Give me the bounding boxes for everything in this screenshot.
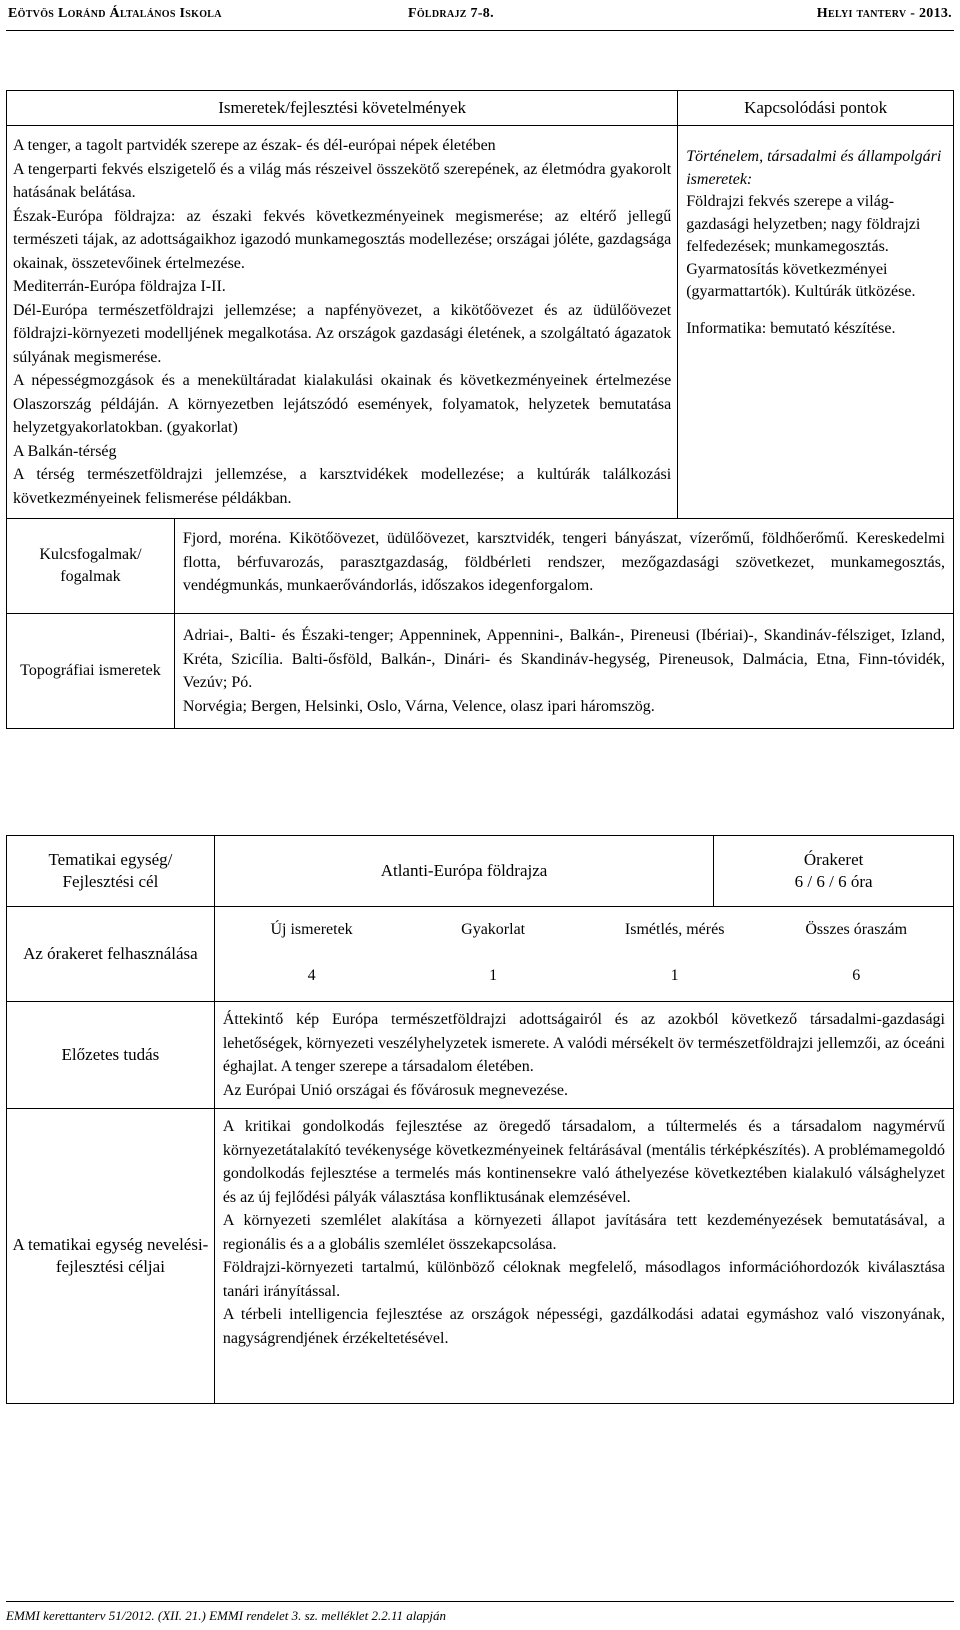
hours-label: Órakeret bbox=[803, 850, 864, 869]
unit-table bbox=[6, 835, 954, 1404]
req-line: Mediterrán-Európa földrajza I-II. bbox=[13, 278, 226, 295]
usage-values bbox=[215, 953, 953, 999]
row-label-concepts: Kulcsfogalmak/ fogalmak bbox=[7, 519, 175, 614]
req-line: A tenger, a tagolt partvidék szerepe az észak- és dél-európai népek életében bbox=[13, 137, 496, 154]
label-usage: Az órakeret felhasználása bbox=[7, 907, 215, 1002]
unit-title: Atlanti-Európa földrajza bbox=[214, 836, 713, 907]
topo-text: Norvégia; Bergen, Helsinki, Oslo, Várna, Velence, olasz ipari háromszög. bbox=[182, 697, 655, 715]
subject-title: Földrajz 7-8. bbox=[408, 6, 494, 21]
label-prior: Előzetes tudás bbox=[7, 1002, 215, 1109]
page-header bbox=[6, 0, 954, 31]
goal-text: Földrajzi-környezeti tartalmú, különböző céloknak megfelelő, másodlagos információhordozók kiválasztása tanári irányítással. bbox=[222, 1259, 945, 1300]
page-footer: EMMI kerettanterv 51/2012. (XII. 21.) EMMI rendelet 3. sz. melléklet 2.2.11 alapján bbox=[6, 1601, 954, 1624]
prior-text: Az Európai Unió országai és fővárosuk megnevezése. bbox=[222, 1081, 569, 1099]
label-unit: Tematikai egység/ Fejlesztési cél bbox=[7, 836, 215, 907]
usage-col: Új ismeretek bbox=[270, 921, 353, 938]
school-name: Eötvös Loránd Általános Iskola bbox=[8, 6, 222, 21]
prior-knowledge bbox=[214, 1002, 953, 1109]
hours-cell bbox=[714, 836, 954, 907]
req-line: Dél-Európa természetföldrajzi jellemzése; a napfényövezet, a kikötőövezet és az üdülőövezet földrajzi-környezeti modelljének megalkotása. Az országok gazdasági életének, a szolgáltató ágazatok súlyának megismerése. bbox=[13, 301, 672, 366]
prior-text: Áttekintő kép Európa természetföldrajzi adottságairól és az azokból következő társadalmi-gazdasági lehetőségek, környezeti veszélyhelyzetek ismerete. A valódi mérsékelt öv természetföldrajzi jellemzői, az óceáni éghajlat. A tenger szerepe a társadalom életében. bbox=[222, 1011, 945, 1075]
conn-text: Gyarmatosítás következményei (gyarmattartók). Kultúrák ütközése. bbox=[686, 260, 916, 300]
req-line: A népességmozgások és a menekültáradat kialakulási okainak és következményeinek értelmezése Olaszország példáján. A környezetben lejátszódó események, folyamatok, helyzetek bemutatása helyzetgyakorlatokban. (gyakorlat) bbox=[13, 372, 672, 436]
req-line: Észak-Európa földrajza: az északi fekvés következményeinek megismerése; az eltérő jellegű természeti tájak, az adottságaikhoz igazodó munkamegosztás modellezése; országai jóléte, gazdagsága okainak, összetevőinek értelmezése. bbox=[13, 207, 672, 272]
goal-text: A térbeli intelligencia fejlesztése az országok népességi, gazdálkodási adatai egymáshoz való viszonyának, nagyságrendjének érzékeltetésével. bbox=[222, 1306, 945, 1347]
usage-val: 6 bbox=[852, 967, 861, 984]
usage-val: 1 bbox=[670, 967, 679, 984]
row-text-concepts: Fjord, moréna. Kikötőövezet, üdülőövezet, karsztvidék, tengeri bányászat, vízerőmű, földhőerőmű. Kereskedelmi flotta, bérfuvarozás, parasztgazdaság, földbérleti rendszer, mezőgazdasági szövetkezet, munkamegosztás, vendégmunkás, munkaerővándorlás, időszakos idegenforgalom. bbox=[174, 519, 953, 614]
conn-text: Földrajzi fekvés szerepe a világ-gazdasági helyzetben; nagy földrajzi felfedezések; munkamegosztás. bbox=[686, 193, 921, 255]
usage-col: Ismétlés, mérés bbox=[624, 921, 725, 938]
usage-val: 4 bbox=[307, 967, 316, 984]
requirements-table bbox=[6, 90, 954, 729]
label-goals: A tematikai egység nevelési-fejlesztési céljai bbox=[7, 1109, 215, 1404]
goals-body bbox=[214, 1109, 953, 1404]
row-label-topography: Topográfiai ismeretek bbox=[7, 614, 175, 729]
usage-col: Gyakorlat bbox=[461, 921, 526, 938]
col-head-requirements: Ismeretek/fejlesztési követelmények bbox=[7, 91, 678, 126]
topo-text: Adriai-, Balti- és Északi-tenger; Appenninek, Appennini-, Balkán-, Pireneusi (Ibériai)-, Skandináv-félsziget, Izland, Kréta, Szicília. Balti-ősföld, Balkán-, Dinári- és Skandináv-hegység, Pireneusok, Dalmácia, Etna, Finn-tóvidék, Vezúv; Pó. bbox=[182, 627, 945, 691]
requirements-body bbox=[7, 126, 678, 519]
req-line: A térség természetföldrajzi jellemzése, a karsztvidékek modellezése; a kultúrák találkozási következményeinek felismerése példákban. bbox=[13, 466, 672, 507]
conn-text: Informatika: bemutató készítése. bbox=[686, 319, 896, 337]
usage-col: Összes óraszám bbox=[805, 921, 908, 938]
goal-text: A kritikai gondolkodás fejlesztése az öregedő társadalom, a túltermelés és a társadalom nagymérvű környezetátalakító tevékenysége következményeinek feltárásával (mentális térképkészítés). A problémamegoldó gondolkodás fejlesztése a termelés más kontinensekre való áthelyezése következtében kialakuló válsághelyzet és az új fejlődési pályák választása konfliktusának elemzésével. bbox=[222, 1118, 945, 1206]
col-head-connections: Kapcsolódási pontok bbox=[678, 91, 954, 126]
document-title: Helyi tanterv - 2013. bbox=[816, 6, 952, 21]
req-line: A Balkán-térség bbox=[13, 442, 117, 460]
req-line: A tengerparti fekvés elszigetelő és a világ más részeivel összekötő szerepének, az életmódra gyakorolt hatásának belátása. bbox=[13, 160, 672, 201]
hours-value: 6 / 6 / 6 óra bbox=[794, 872, 873, 891]
usage-cell bbox=[214, 907, 953, 1002]
conn-title: Történelem, társadalmi és állampolgári ismeretek: bbox=[686, 148, 942, 188]
connections-body bbox=[678, 126, 954, 519]
goal-text: A környezeti szemlélet alakítása a környezeti állapot javítására tett kezdeményezések bemutatásával, a regionális és a a globális szemlélet összekapcsolása. bbox=[222, 1212, 945, 1253]
usage-headers bbox=[215, 907, 953, 953]
usage-val: 1 bbox=[489, 967, 498, 984]
row-text-topography bbox=[174, 614, 953, 729]
